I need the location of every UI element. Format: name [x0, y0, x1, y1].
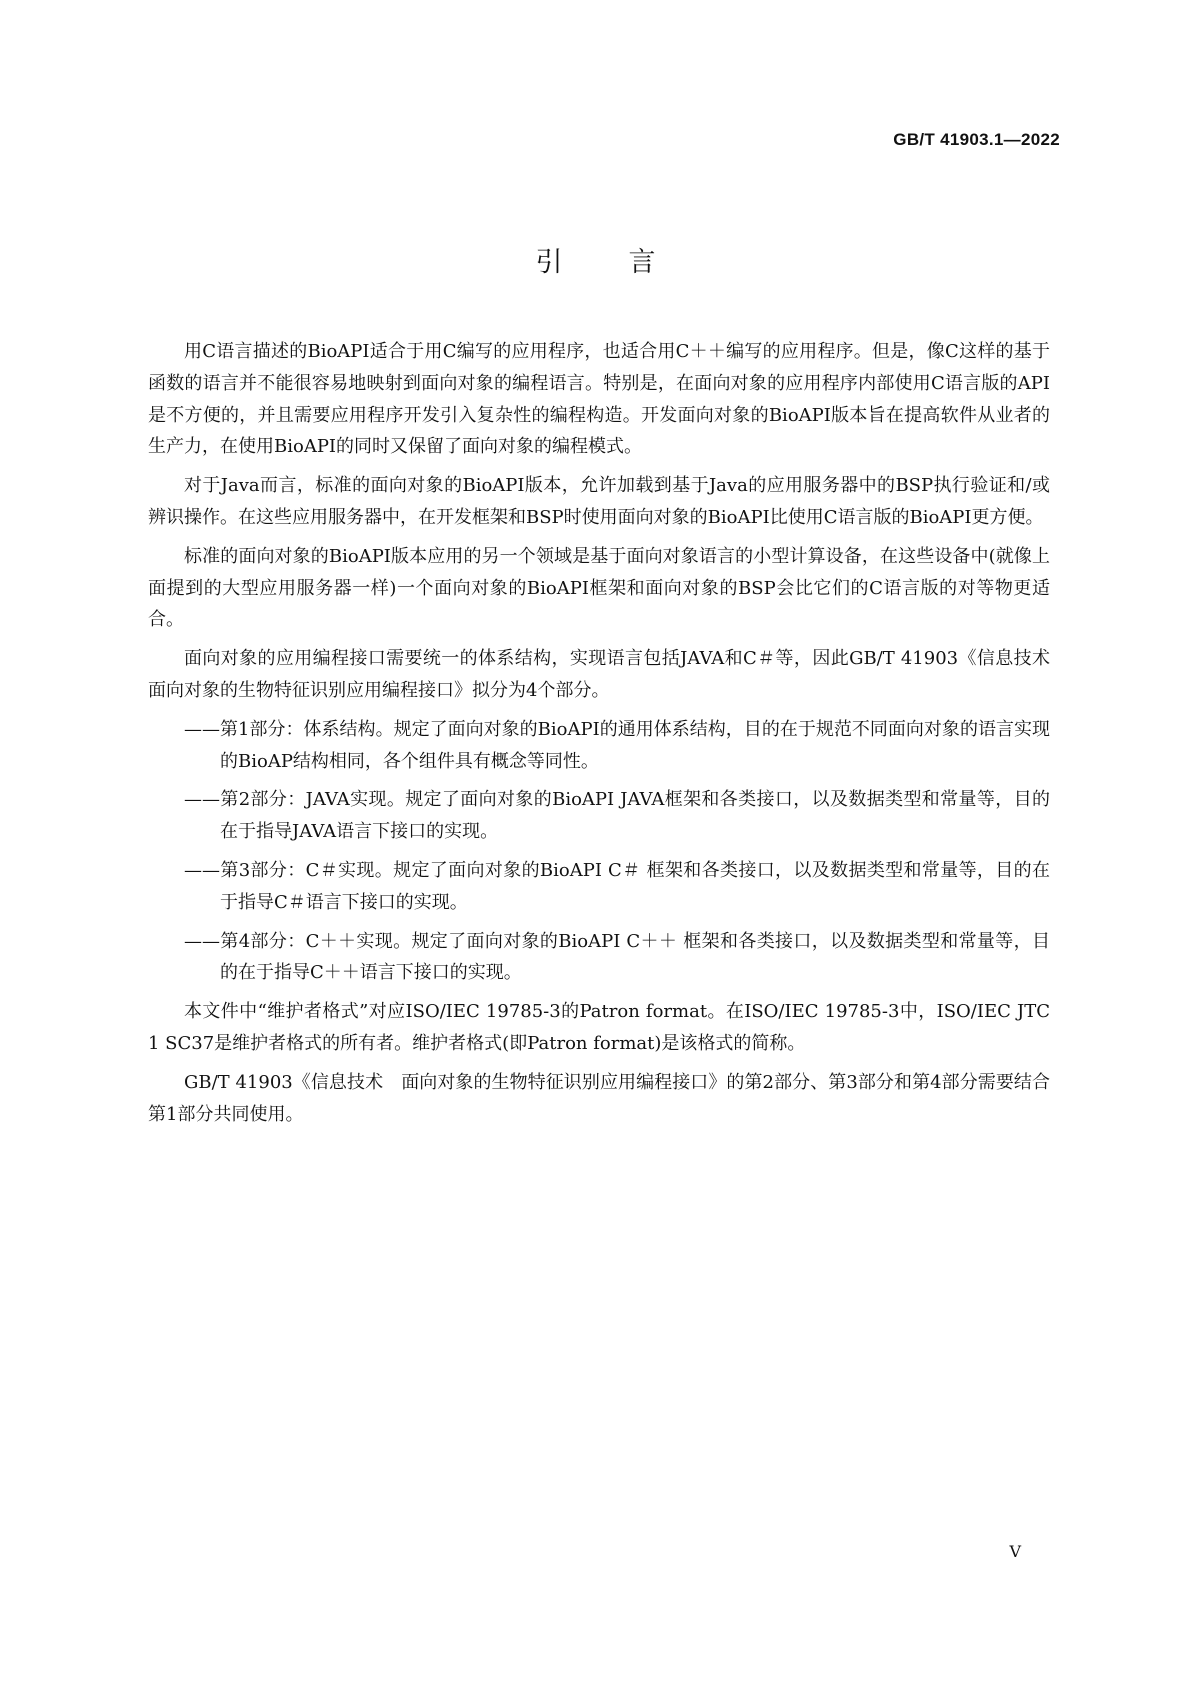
paragraph: 标准的面向对象的BioAPI版本应用的另一个领域是基于面向对象语言的小型计算设备，在这些设备中(就像上面提到的大型应用服务器一样)一个面向对象的BioAPI框架和面向对象的BSP会比它们的C语言版的对等物更适合。 [148, 545, 1050, 631]
paragraph: GB/T 41903《信息技术 面向对象的生物特征识别应用编程接口》的第2部分、第3部分和第4部分需要结合第1部分共同使用。 [148, 1071, 1050, 1125]
paragraph: 用C语言描述的BioAPI适合于用C编写的应用程序，也适合用C＋＋编写的应用程序。但是，像C这样的基于函数的语言并不能很容易地映射到面向对象的编程语言。特别是，在面向对象的应用程序内部使用C语言版的API是不方便的，并且需要应用程序开发引入复杂性的编程构造。开发面向对象的BioAPI版本旨在提高软件从业者的生产力，在使用BioAPI的同时又保留了面向对象的编程模式。 [148, 341, 1050, 458]
paragraph: 面向对象的应用编程接口需要统一的体系结构，实现语言包括JAVA和C＃等，因此GB/T 41903《信息技术 面向对象的生物特征识别应用编程接口》拟分为4个部分。 [148, 648, 1068, 701]
part-list-item: ——第4部分：C＋＋实现。规定了面向对象的BioAPI C＋＋ 框架和各类接口，以及数据类型和常量等，目的在于指导C＋＋语言下接口的实现。 [184, 930, 1050, 984]
paragraph: 对于Java而言，标准的面向对象的BioAPI版本，允许加载到基于Java的应用服务器中的BSP执行验证和/或辨识操作。在这些应用服务器中，在开发框架和BSP时使用面向对象的BioAPI比使用C语言版的BioAPI更方便。 [148, 475, 1050, 528]
paragraph: 本文件中“维护者格式”对应ISO/IEC 19785-3的Patron format。在ISO/IEC 19785-3中，ISO/IEC JTC 1 SC37是维护者格式的所有者。维护者格式(即Patron format)是该格式的简称。 [148, 1001, 1050, 1054]
section-title: 引言 [535, 247, 722, 278]
page-number: V [1009, 1542, 1021, 1561]
document-number: GB/T 41903.1—2022 [893, 130, 1060, 149]
part-list-item: ——第2部分：JAVA实现。规定了面向对象的BioAPI JAVA框架和各类接口，以及数据类型和常量等，目的在于指导JAVA语言下接口的实现。 [184, 789, 1050, 843]
part-list-item: ——第3部分：C＃实现。规定了面向对象的BioAPI C＃ 框架和各类接口，以及数据类型和常量等，目的在于指导C＃语言下接口的实现。 [184, 859, 1050, 913]
part-list-item: ——第1部分：体系结构。规定了面向对象的BioAPI的通用体系结构，目的在于规范不同面向对象的语言实现的BioAP结构相同，各个组件具有概念等同性。 [184, 718, 1050, 772]
introduction-body [148, 336, 1068, 1137]
